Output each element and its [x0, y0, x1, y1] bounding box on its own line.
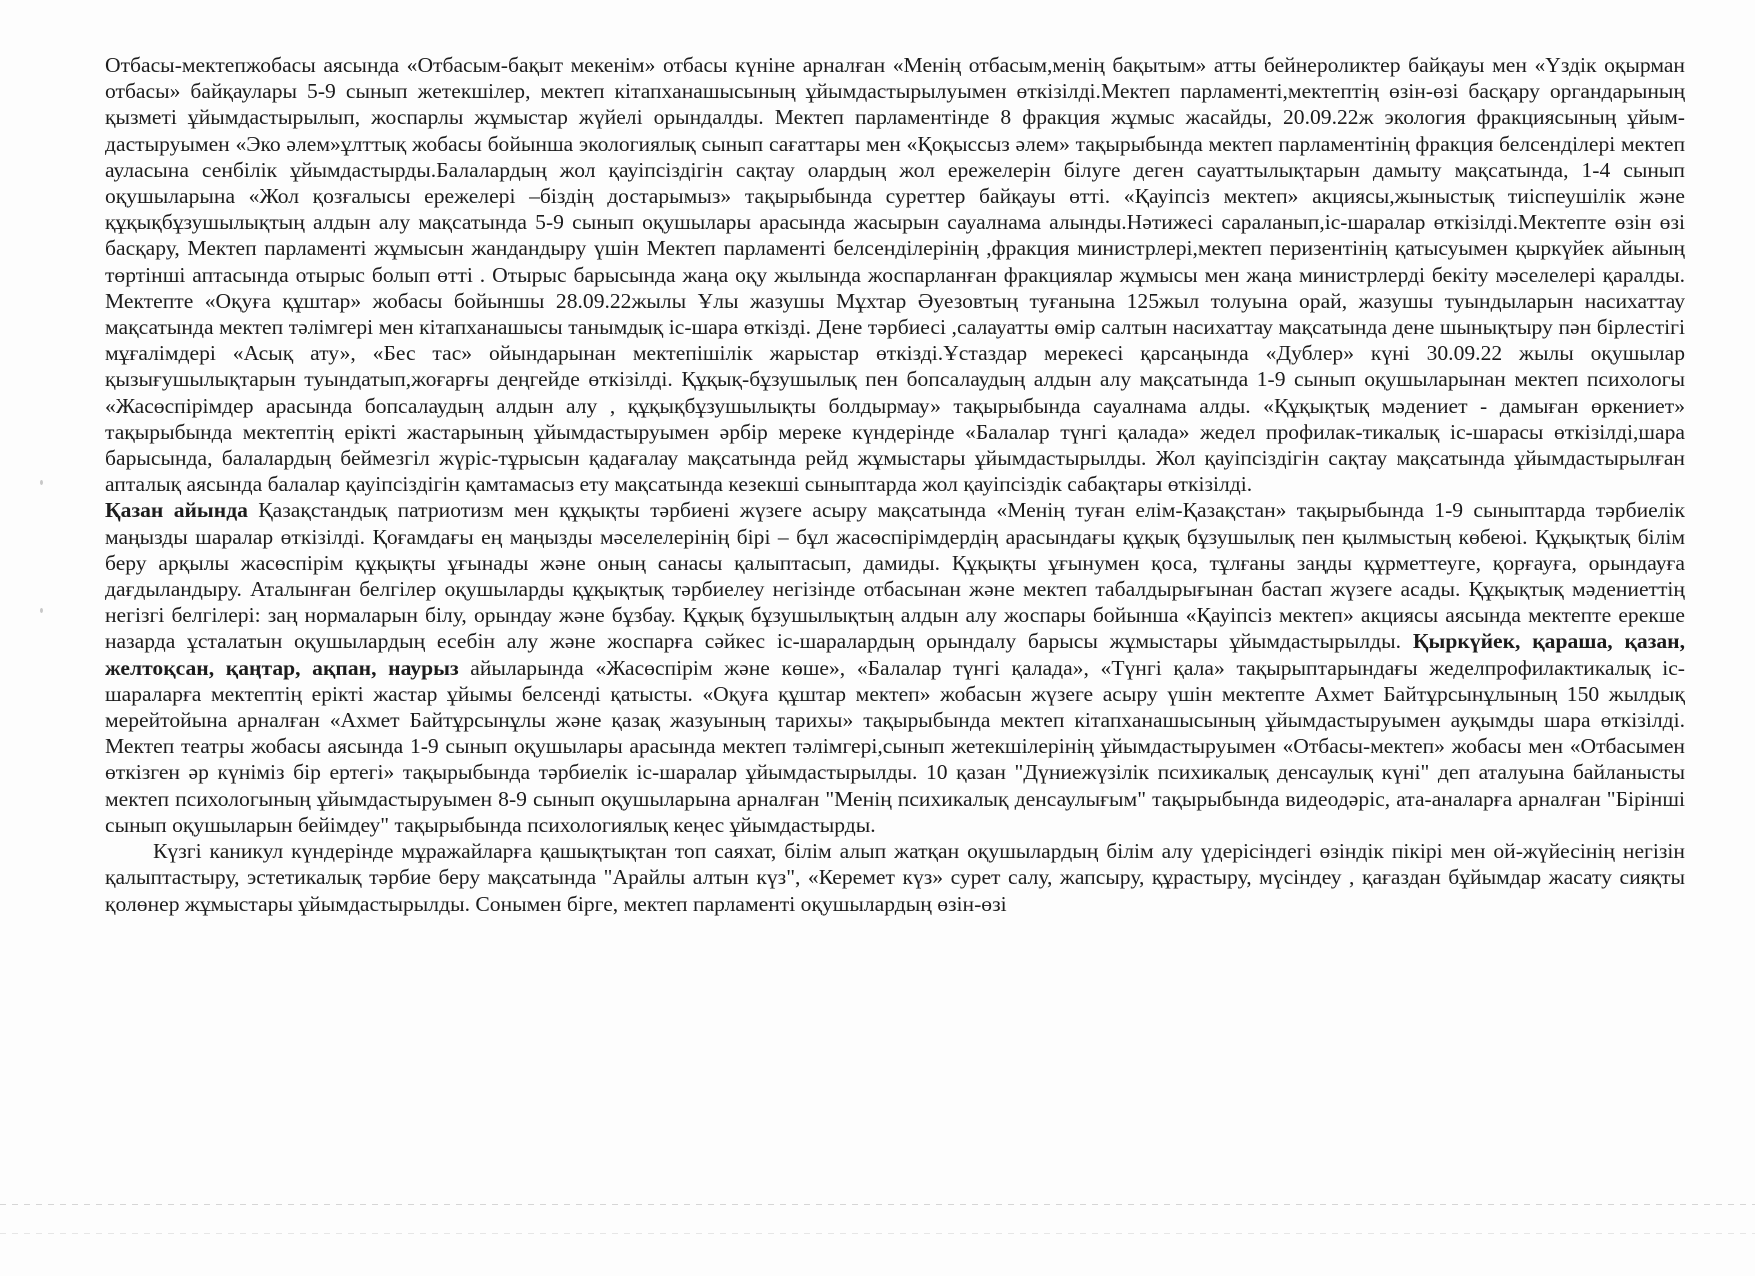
october-heading-bold: Қазан айында — [105, 498, 248, 523]
scan-edge-line — [0, 1204, 1755, 1205]
scan-speck — [40, 480, 43, 485]
months-list-bold: Қыркүйек, қараша, қазан, желтоқсан, қаңтар, ақпан, наурыз — [105, 629, 1686, 680]
scan-edge-line — [0, 1233, 1755, 1234]
document-body — [105, 52, 1685, 917]
october-text-part-2: айыларында «Жасөспірім және көше», «Балалар түнгі қалада», «Түнгі қала» тақырыптарындағы жеделпрофилактикалық іс-шараларға мектептің ерікті жастар ұйымы белсенді қатысты. «Оқуға құштар мектеп» жобасын жүзеге асыру үшін мектепте Ахмет Байтұрсынұлының 150 жылдық мерейтойына арналған «Ахмет Байтұрсынұлы және қазақ жазуының тарихы» тақырыбында мектеп кітапханашысының ұйымдастыруымен ауқымды шара өткізілді. Мектеп театры жобасы аясында 1-9 сынып оқушылары арасында мектеп тәлімгері,сынып жетекшілерінің ұйымдастыруымен «Отбасы-мектеп» жобасы мен «Отбасымен өткізген әр күніміз бір ертегі» тақырыбында тәрбиелік іс-шаралар ұйымдастырылды. 10 қазан "Дүниежүзілік психикалық денсаулық күні" деп аталуына байланысты мектеп психологының ұйымдастыруымен 8-9 сынып оқушыларына арналған "Менің психикалық денсаулығым" тақырыбында видеодәріс, ата-аналарға арналған "Бірінші сынып оқушыларын бейімдеу" тақырыбында психологиялық кеңес ұйымдастырды. — [105, 655, 1686, 837]
paragraph-october-activities — [105, 497, 1685, 838]
paragraph-autumn-holidays: Күзгі каникул күндерінде мұражайларға қашықтықтан топ саяхат, білім алып жатқан оқушылардың білім алу үдерісіндегі өзіндік пікірі мен ой-жүйесінің негізін қалыптастыру, эстетикалық тәрбие беру мақсатында "Арайлы алтын күз", «Керемет күз» сурет салу, жапсыру, құрастыру, мүсіндеу , қағаздан бұйымдар жасату сияқты қолөнер жұмыстары ұйымдастырылды. Сонымен бірге, мектеп парламенті оқушылардың өзін-өзі — [105, 839, 1685, 916]
october-text-part-1: Қазақстандық патриотизм мен құқықты тәрбиені жүзеге асыру мақсатында «Менің туған елім-Қазақстан» тақырыбында 1-9 сыныптарда тәрбиелік маңызды шаралар өткізілді. Қоғамдағы ең маңызды мәселелерінің бірі – бұл жасөспірімдердің арасындағы құқық бұзушылық пен қылмыстың көбеюі. Құқықтық білім беру арқылы жасөспірім құқықты ұғынады және оның санасы қалыптасып, дамиды. Құқықты ұғынумен қоса, тұлғаны заңды құрметтеуге, қорғауға, орындауға дағдыландыру. Аталынған белгілер оқушыларды құқықтық тәрбиелеу негізінде отбасынан және мектеп табалдырығынан бастап жүзеге асады. Құқықтық мәдениеттің негізгі белгілері: заң нормаларын білу, орындау және бұзбау. Құқық бұзушылықтың алдын алу жоспары бойынша «Қауіпсіз мектеп» акциясы аясында мектепте ерекше назарда ұсталатын оқушылардың есебін алу және жоспарға сәйкес іс-шаралардың орындалу барысы жұмыстары ұйымдастырылды. — [105, 498, 1685, 654]
paragraph-september-activities: Отбасы-мектепжобасы аясында «Отбасым-бақыт мекенім» отбасы күніне арналған «Менің отбасым,менің бақытым» атты бейнероликтер байқауы мен «Үздік оқырман отбасы» байқаулары 5-9 сынып жетекшілер, мектеп кітапханашысының ұйымдастырылуымен өткізілді.Мектеп парламенті,мектептің өзін-өзі басқару органдарының қызметі ұйымдастырылып, жоспарлы жұмыстар жүйелі орындалды. Мектеп парламентінде 8 фракция жұмыс жасайды, 20.09.22ж экология фракциясының ұйым-дастыруымен «Эко әлем»ұлттық жобасы бойынша экологиялық сынып сағаттары мен «Қоқыссыз әлем» тақырыбында мектеп парламентінің фракция белсенділері мектеп ауласына сенбілік ұйымдастырды.Балалардың жол қауіпсіздігін сақтау олардың жол ережелерін білуге деген сауаттылықтарын дамыту мақсатында, 1-4 сынып оқушыларына «Жол қозғалысы ережелері –біздің достарымыз» тақырыбында суреттер байқауы өтті. «Қауіпсіз мектеп» акциясы,жыныстық тиіспеушілік және құқықбұзушылықтың алдын алу мақсатында 5-9 сынып оқушылары арасында жасырын сауалнама алынды.Нәтижесі сараланып,іс-шаралар өткізілді.Мектепте өзін өзі басқару, Мектеп парламенті жұмысын жандандыру үшін Мектеп парламенті белсенділерінің ,фракция министрлері,мектеп перизентінің қатысуымен қыркүйек айының төртінші аптасында отырыс болып өтті . Отырыс барысында жаңа оқу жылында жоспарланған фракциялар жұмысы мен жаңа министрлерді бекіту мәселелері қаралды. Мектепте «Оқуға құштар» жобасы бойыншы 28.09.22жылы Ұлы жазушы Мұхтар Әуезовтың туғанына 125жыл толуына орай, жазушы туындыларын насихаттау мақсатында мектеп тәлімгері мен кітапханашысы танымдық іс-шара өткізді. Дене тәрбиесі ,салауатты өмір салтын насихаттау мақсатында дене шынықтыру пән бірлестігі мұғалімдері «Асық ату», «Бес тас» ойындарынан мектепішілік жарыстар өткізді.Ұстаздар мерекесі қарсаңында «Дублер» күні 30.09.22 жылы оқушылар қызығушылықтарын туындатып,жоғарғы деңгейде өткізілді. Құқық-бұзушылық пен бопсалаудың алдын алу мақсатында 1-9 сынып оқушыларынан мектеп психологы «Жасөспірімдер арасында бопсалаудың алдын алу , құқықбұзушылықты болдырмау» тақырыбында сауалнама алды. «Құқықтық мәдениет - дамыған өркениет» тақырыбында мектептің ерікті жастарының ұйымдастыруымен әрбір мереке күндерінде «Балалар түнгі қалада» жедел профилак-тикалық іс-шарасы өткізілді,шара барысында, балалардың беймезгіл жүріс-тұрысын қадағалау мақсатында рейд жұмыстары ұйымдастырылды. Жол қауіпсіздігін сақтау мақсатында ұйымдастырылған апталық аясында балалар қауіпсіздігін қамтамасыз ету мақсатында кезекші сыныптарда жол қауіпсіздік сабақтары өткізілді. — [105, 53, 1685, 497]
scan-speck — [40, 608, 43, 613]
